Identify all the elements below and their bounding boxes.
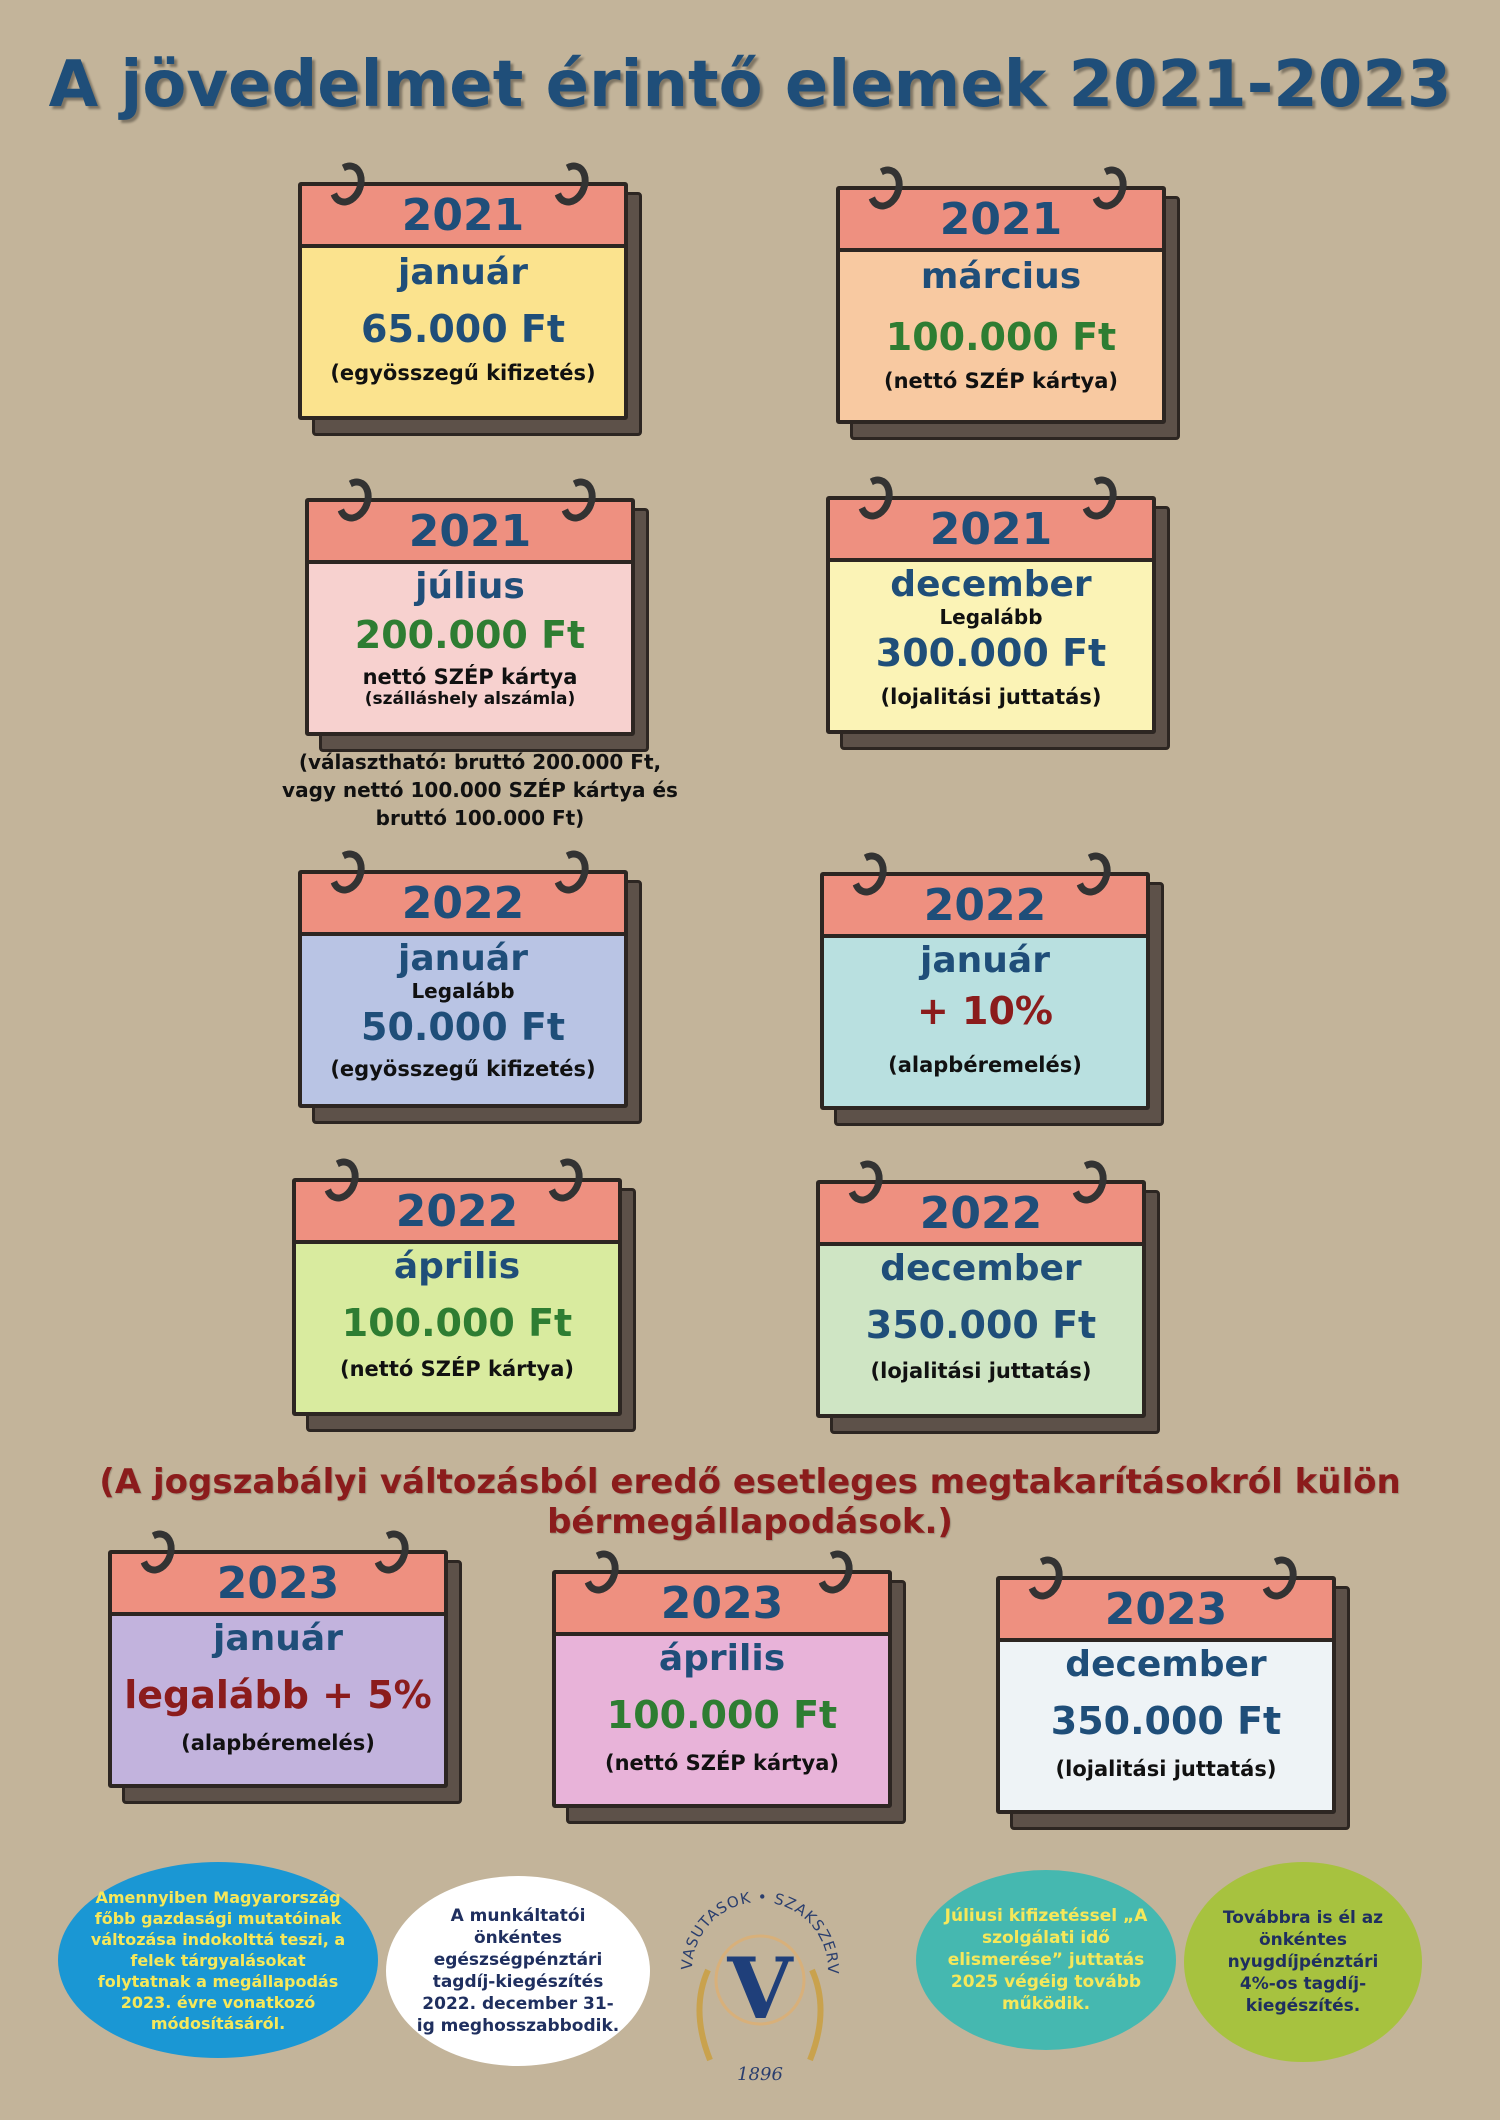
- oval-text: Júliusi kifizetéssel „A szolgálati idő elismerése” juttatás 2025 végéig tovább működik.: [944, 1906, 1148, 2014]
- card-year: 2023: [112, 1554, 444, 1616]
- card-face: [292, 1178, 622, 1416]
- logo-arc-text: VASUTASOK • SZAKSZERV: [677, 1887, 843, 1975]
- card-note-secondary: (szálláshely alszámla): [364, 689, 576, 709]
- card-amount: 300.000 Ft: [875, 631, 1107, 675]
- card-note: nettó SZÉP kártya: [362, 665, 578, 689]
- card-amount: 100.000 Ft: [885, 315, 1117, 359]
- card-year: 2022: [824, 876, 1146, 938]
- logo-letter: V: [727, 1939, 793, 2038]
- card-face: [996, 1576, 1336, 1814]
- info-oval-economic-review: [58, 1862, 378, 2058]
- union-logo: [670, 1860, 850, 2100]
- card-month: december: [880, 1248, 1082, 1289]
- card-month: július: [415, 566, 525, 607]
- card-month: január: [213, 1618, 343, 1659]
- calendar-card-2022-januar-b: [820, 872, 1150, 1110]
- card-note: (lojalitási juttatás): [1055, 1757, 1277, 1781]
- card-face: [108, 1550, 448, 1788]
- card-month: április: [393, 1246, 521, 1287]
- card-amount: legalább + 5%: [124, 1673, 432, 1717]
- calendar-card-2021-julius: [305, 498, 635, 736]
- calendar-card-2021-december: [826, 496, 1156, 734]
- july-extra-note: [280, 748, 680, 832]
- card-note: (nettó SZÉP kártya): [884, 369, 1118, 393]
- card-year: 2022: [296, 1182, 618, 1244]
- page-title: A jövedelmet érintő elemek 2021-2023: [48, 48, 1452, 122]
- oval-text: Amennyiben Magyarország főbb gazdasági mutatóinak változása indokolttá teszi, a felek tárgyalásokat folytatnak a megállapodás 2023. évre vonatkozó módosításáról.: [90, 1887, 346, 2033]
- card-year: 2021: [830, 500, 1152, 562]
- card-face: [552, 1570, 892, 1808]
- card-year: 2021: [840, 190, 1162, 252]
- calendar-card-2022-januar: [298, 870, 628, 1108]
- card-note: (nettó SZÉP kártya): [605, 1751, 839, 1775]
- card-amount: 100.000 Ft: [606, 1693, 838, 1737]
- card-note: (nettó SZÉP kártya): [340, 1357, 574, 1381]
- calendar-card-2021-januar: [298, 182, 628, 420]
- card-year: 2022: [302, 874, 624, 936]
- card-amount: 200.000 Ft: [354, 613, 586, 657]
- card-amount: 350.000 Ft: [1050, 1699, 1282, 1743]
- card-face: [298, 182, 628, 420]
- card-note: (alapbéremelés): [888, 1053, 1082, 1077]
- card-sub: Legalább: [411, 979, 515, 1003]
- card-note: (egyösszegű kifizetés): [330, 1057, 596, 1081]
- extra-line: (választható: bruttó 200.000 Ft,: [298, 750, 662, 774]
- extra-line: vagy nettó 100.000 SZÉP kártya és: [282, 778, 678, 802]
- calendar-card-2021-marcius: [836, 186, 1166, 424]
- card-year: 2021: [302, 186, 624, 248]
- card-amount: 50.000 Ft: [361, 1005, 565, 1049]
- card-amount: 350.000 Ft: [865, 1303, 1097, 1347]
- card-note: (lojalitási juttatás): [880, 685, 1102, 709]
- card-month: december: [890, 564, 1092, 605]
- oval-text: A munkáltatói önkéntes egészségpénztári tagdíj-kiegészítés 2022. december 31-ig meghosszabbodik.: [416, 1906, 620, 2036]
- logo-year: 1896: [737, 2064, 783, 2085]
- calendar-card-2023-december: [996, 1576, 1336, 1814]
- card-face: [298, 870, 628, 1108]
- card-amount: 100.000 Ft: [341, 1301, 573, 1345]
- legal-change-note: (A jogszabályi változásból eredő esetleges megtakarításokról külön bérmegállapodások.): [99, 1462, 1401, 1542]
- card-month: január: [398, 938, 528, 979]
- card-note: (alapbéremelés): [181, 1731, 375, 1755]
- card-month: április: [658, 1638, 786, 1679]
- card-month: január: [920, 940, 1050, 981]
- card-face: [816, 1180, 1146, 1418]
- card-month: december: [1065, 1644, 1267, 1685]
- card-year: 2021: [309, 502, 631, 564]
- card-year: 2023: [556, 1574, 888, 1636]
- info-oval-service-recognition: [916, 1870, 1176, 2050]
- calendar-card-2022-december: [816, 1180, 1146, 1418]
- card-face: [820, 872, 1150, 1110]
- card-month: január: [398, 252, 528, 293]
- card-note: (lojalitási juttatás): [870, 1359, 1092, 1383]
- info-oval-health-fund: [386, 1876, 650, 2066]
- card-face: [826, 496, 1156, 734]
- oval-text: Továbbra is él az önkéntes nyugdíjpénztári 4%-os tagdíj-kiegészítés.: [1222, 1908, 1384, 2016]
- card-face: [305, 498, 635, 736]
- calendar-card-2023-januar: [108, 1550, 448, 1788]
- card-sub: Legalább: [939, 605, 1043, 629]
- card-amount: 65.000 Ft: [361, 307, 565, 351]
- calendar-card-2022-aprilis: [292, 1178, 622, 1416]
- card-face: [836, 186, 1166, 424]
- card-note: (egyösszegű kifizetés): [330, 361, 596, 385]
- card-year: 2022: [820, 1184, 1142, 1246]
- card-amount: + 10%: [916, 989, 1054, 1033]
- calendar-card-2023-aprilis: [552, 1570, 892, 1808]
- card-month: március: [920, 256, 1082, 297]
- info-oval-pension-fund: [1184, 1862, 1422, 2062]
- card-year: 2023: [1000, 1580, 1332, 1642]
- extra-line: bruttó 100.000 Ft): [375, 806, 585, 830]
